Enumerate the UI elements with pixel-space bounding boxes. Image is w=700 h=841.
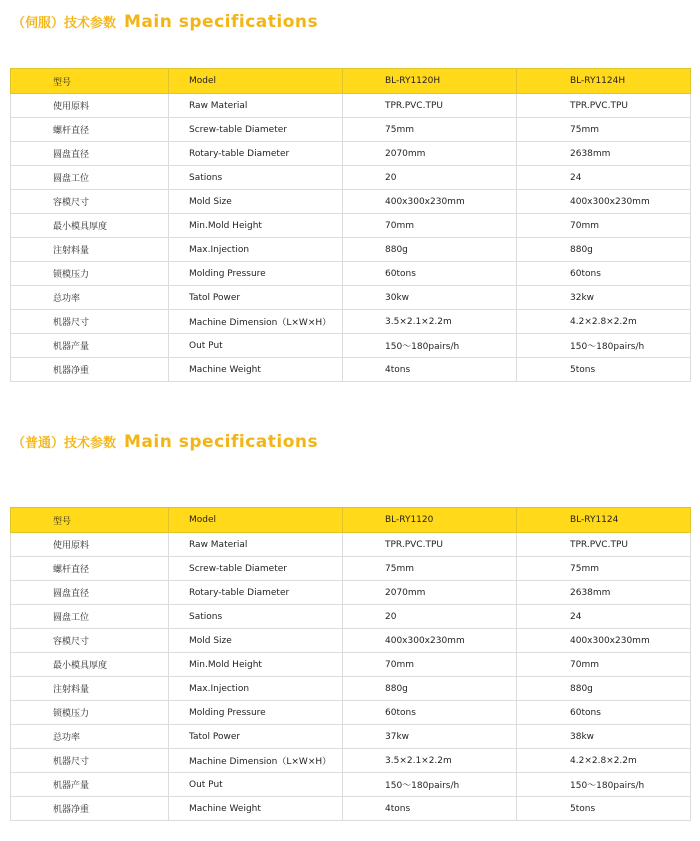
table-row bbox=[11, 118, 691, 142]
table-row bbox=[11, 190, 691, 214]
spec-name-cn: 机器净重 bbox=[11, 797, 169, 821]
spec-value-model-2: 2638mm bbox=[517, 142, 691, 166]
header-cell-model-2: BL-RY1124 bbox=[517, 508, 691, 533]
table-row bbox=[11, 797, 691, 821]
table-header-row bbox=[11, 508, 691, 533]
spec-value-model-1: TPR.PVC.TPU bbox=[343, 94, 517, 118]
table-row bbox=[11, 238, 691, 262]
table-row bbox=[11, 749, 691, 773]
spec-name-cn: 机器产量 bbox=[11, 334, 169, 358]
spec-value-model-1: 70mm bbox=[343, 653, 517, 677]
table-row bbox=[11, 286, 691, 310]
section-title-cn: （伺服）技术参数 bbox=[12, 16, 117, 31]
spec-value-model-2: 4.2×2.8×2.2m bbox=[517, 749, 691, 773]
spec-name-cn: 螺杆直径 bbox=[11, 557, 169, 581]
table-row bbox=[11, 605, 691, 629]
table-row bbox=[11, 94, 691, 118]
spec-name-cn: 容模尺寸 bbox=[11, 629, 169, 653]
table-row bbox=[11, 142, 691, 166]
spec-name-cn: 锁模压力 bbox=[11, 701, 169, 725]
spec-value-model-1: 3.5×2.1×2.2m bbox=[343, 310, 517, 334]
spec-name-en: Sations bbox=[169, 166, 343, 190]
spec-name-cn: 注射料量 bbox=[11, 677, 169, 701]
spec-name-cn: 使用原料 bbox=[11, 94, 169, 118]
spec-value-model-2: 5tons bbox=[517, 358, 691, 382]
table-row bbox=[11, 358, 691, 382]
spec-name-cn: 圆盘工位 bbox=[11, 605, 169, 629]
header-cell-en: Model bbox=[169, 69, 343, 94]
section-heading-standard bbox=[12, 432, 318, 452]
spec-value-model-1: 400x300x230mm bbox=[343, 629, 517, 653]
spec-value-model-2: 2638mm bbox=[517, 581, 691, 605]
spec-name-cn: 总功率 bbox=[11, 286, 169, 310]
spec-value-model-2: TPR.PVC.TPU bbox=[517, 94, 691, 118]
spec-name-en: Mold Size bbox=[169, 629, 343, 653]
spec-value-model-1: 150〜180pairs/h bbox=[343, 334, 517, 358]
spec-name-en: Min.Mold Height bbox=[169, 214, 343, 238]
table-row bbox=[11, 214, 691, 238]
spec-value-model-2: TPR.PVC.TPU bbox=[517, 533, 691, 557]
table-row bbox=[11, 581, 691, 605]
spec-value-model-1: 3.5×2.1×2.2m bbox=[343, 749, 517, 773]
spec-name-cn: 注射料量 bbox=[11, 238, 169, 262]
spec-value-model-1: 75mm bbox=[343, 118, 517, 142]
spec-name-en: Sations bbox=[169, 605, 343, 629]
table-row bbox=[11, 701, 691, 725]
spec-value-model-1: 150〜180pairs/h bbox=[343, 773, 517, 797]
spec-value-model-1: 60tons bbox=[343, 701, 517, 725]
spec-name-en: Molding Pressure bbox=[169, 701, 343, 725]
table-row bbox=[11, 725, 691, 749]
spec-value-model-1: 20 bbox=[343, 605, 517, 629]
spec-name-cn: 圆盘工位 bbox=[11, 166, 169, 190]
spec-value-model-2: 70mm bbox=[517, 653, 691, 677]
spec-name-cn: 最小模具厚度 bbox=[11, 214, 169, 238]
specs-table-standard bbox=[10, 507, 691, 821]
spec-name-en: Raw Material bbox=[169, 533, 343, 557]
table-row bbox=[11, 653, 691, 677]
spec-name-en: Raw Material bbox=[169, 94, 343, 118]
spec-value-model-2: 5tons bbox=[517, 797, 691, 821]
spec-name-cn: 最小模具厚度 bbox=[11, 653, 169, 677]
spec-name-cn: 使用原料 bbox=[11, 533, 169, 557]
spec-name-cn: 圆盘直径 bbox=[11, 581, 169, 605]
table-row bbox=[11, 773, 691, 797]
spec-value-model-2: 38kw bbox=[517, 725, 691, 749]
spec-value-model-2: 75mm bbox=[517, 557, 691, 581]
spec-name-en: Machine Weight bbox=[169, 358, 343, 382]
header-cell-model-2: BL-RY1124H bbox=[517, 69, 691, 94]
spec-name-en: Screw-table Diameter bbox=[169, 118, 343, 142]
table-row bbox=[11, 629, 691, 653]
spec-value-model-2: 150〜180pairs/h bbox=[517, 334, 691, 358]
spec-name-en: Out Put bbox=[169, 334, 343, 358]
header-cell-model-1: BL-RY1120 bbox=[343, 508, 517, 533]
spec-value-model-2: 75mm bbox=[517, 118, 691, 142]
spec-name-en: Mold Size bbox=[169, 190, 343, 214]
spec-name-en: Machine Weight bbox=[169, 797, 343, 821]
table-row bbox=[11, 334, 691, 358]
section-title-en: Main specifications bbox=[124, 432, 319, 452]
spec-name-en: Rotary-table Diameter bbox=[169, 142, 343, 166]
section-title-cn: （普通）技术参数 bbox=[12, 436, 117, 451]
spec-name-cn: 机器产量 bbox=[11, 773, 169, 797]
table-row bbox=[11, 677, 691, 701]
spec-name-cn: 锁模压力 bbox=[11, 262, 169, 286]
section-heading-servo bbox=[12, 12, 318, 32]
spec-value-model-2: 880g bbox=[517, 238, 691, 262]
spec-name-cn: 机器尺寸 bbox=[11, 310, 169, 334]
spec-value-model-2: 150〜180pairs/h bbox=[517, 773, 691, 797]
specs-table-servo bbox=[10, 68, 691, 382]
table-row bbox=[11, 262, 691, 286]
spec-name-cn: 机器尺寸 bbox=[11, 749, 169, 773]
spec-value-model-1: 30kw bbox=[343, 286, 517, 310]
spec-name-en: Screw-table Diameter bbox=[169, 557, 343, 581]
header-cell-model-1: BL-RY1120H bbox=[343, 69, 517, 94]
spec-value-model-2: 4.2×2.8×2.2m bbox=[517, 310, 691, 334]
spec-value-model-2: 400x300x230mm bbox=[517, 190, 691, 214]
table-row bbox=[11, 166, 691, 190]
table-row bbox=[11, 310, 691, 334]
spec-name-cn: 总功率 bbox=[11, 725, 169, 749]
spec-value-model-1: 2070mm bbox=[343, 581, 517, 605]
spec-value-model-1: 400x300x230mm bbox=[343, 190, 517, 214]
spec-name-en: Molding Pressure bbox=[169, 262, 343, 286]
spec-name-cn: 机器净重 bbox=[11, 358, 169, 382]
spec-name-en: Tatol Power bbox=[169, 286, 343, 310]
spec-name-cn: 螺杆直径 bbox=[11, 118, 169, 142]
spec-value-model-1: 60tons bbox=[343, 262, 517, 286]
spec-value-model-1: 37kw bbox=[343, 725, 517, 749]
spec-value-model-2: 880g bbox=[517, 677, 691, 701]
spec-value-model-2: 70mm bbox=[517, 214, 691, 238]
spec-value-model-1: 2070mm bbox=[343, 142, 517, 166]
spec-value-model-2: 24 bbox=[517, 605, 691, 629]
spec-name-en: Min.Mold Height bbox=[169, 653, 343, 677]
header-cell-en: Model bbox=[169, 508, 343, 533]
spec-name-cn: 圆盘直径 bbox=[11, 142, 169, 166]
header-cell-cn: 型号 bbox=[11, 69, 169, 94]
spec-value-model-2: 24 bbox=[517, 166, 691, 190]
spec-name-cn: 容模尺寸 bbox=[11, 190, 169, 214]
spec-value-model-1: 880g bbox=[343, 677, 517, 701]
spec-name-en: Out Put bbox=[169, 773, 343, 797]
spec-name-en: Max.Injection bbox=[169, 677, 343, 701]
spec-name-en: Machine Dimension（L×W×H） bbox=[169, 749, 343, 773]
spec-value-model-1: 75mm bbox=[343, 557, 517, 581]
spec-value-model-1: 20 bbox=[343, 166, 517, 190]
spec-value-model-1: 4tons bbox=[343, 358, 517, 382]
spec-name-en: Machine Dimension（L×W×H） bbox=[169, 310, 343, 334]
spec-value-model-1: TPR.PVC.TPU bbox=[343, 533, 517, 557]
header-cell-cn: 型号 bbox=[11, 508, 169, 533]
spec-value-model-2: 32kw bbox=[517, 286, 691, 310]
spec-value-model-2: 400x300x230mm bbox=[517, 629, 691, 653]
table-header-row bbox=[11, 69, 691, 94]
spec-name-en: Tatol Power bbox=[169, 725, 343, 749]
spec-value-model-1: 4tons bbox=[343, 797, 517, 821]
spec-name-en: Rotary-table Diameter bbox=[169, 581, 343, 605]
spec-value-model-1: 880g bbox=[343, 238, 517, 262]
spec-value-model-1: 70mm bbox=[343, 214, 517, 238]
spec-value-model-2: 60tons bbox=[517, 262, 691, 286]
section-title-en: Main specifications bbox=[124, 12, 319, 32]
table-row bbox=[11, 557, 691, 581]
spec-value-model-2: 60tons bbox=[517, 701, 691, 725]
spec-name-en: Max.Injection bbox=[169, 238, 343, 262]
table-row bbox=[11, 533, 691, 557]
